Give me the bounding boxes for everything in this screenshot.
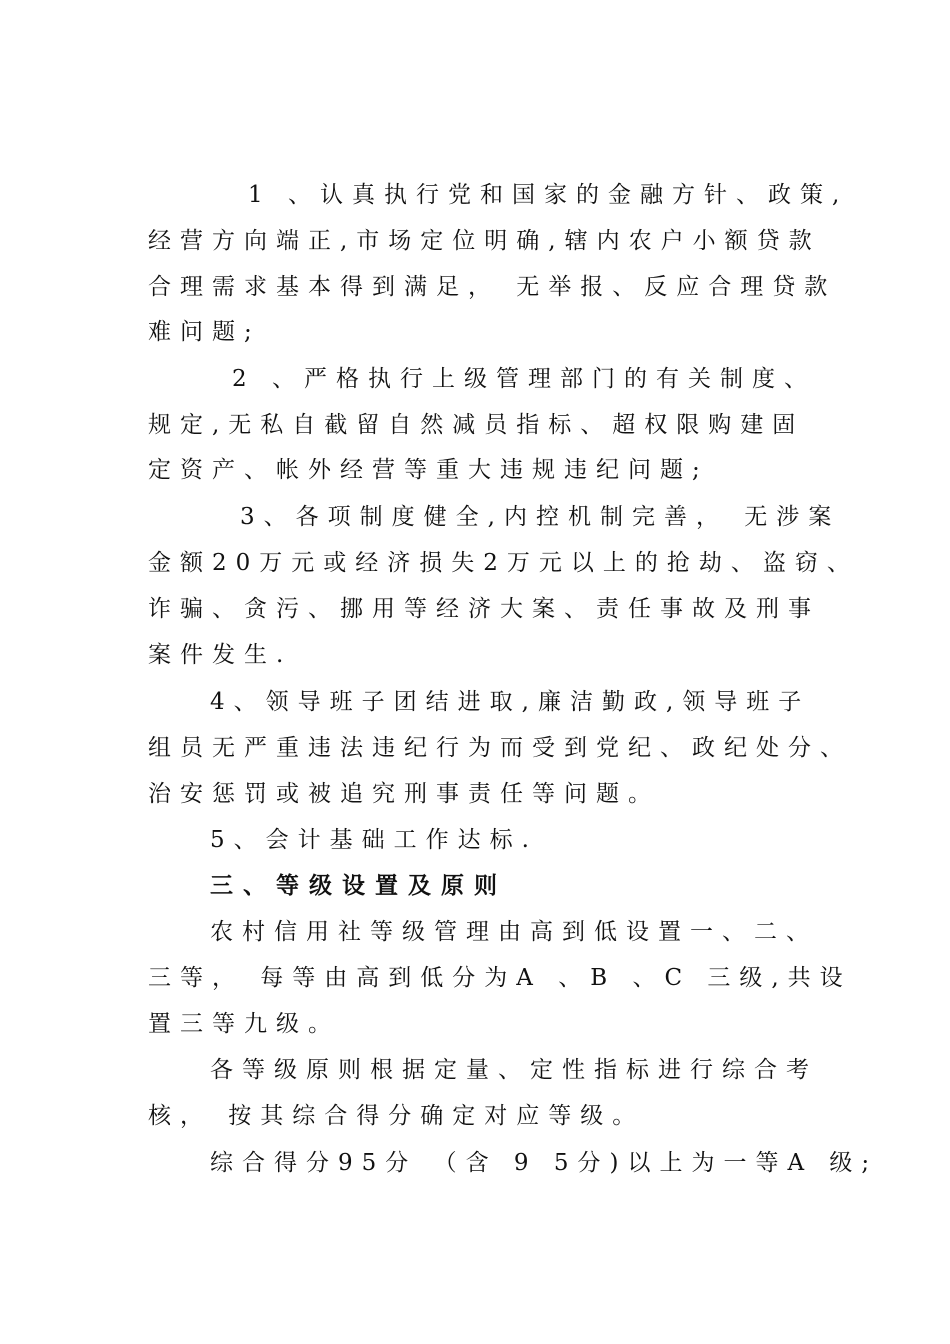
paragraph-3-line-4: 案件发生. [148,642,293,668]
paragraph-1-line-2: 经营方向端正,市场定位明确,辖内农户小额贷款 [148,228,821,254]
paragraph-4-line-1: 4、领导班子团结进取,廉洁勤政,领导班子 [210,689,811,715]
paragraph-1-line-3: 合理需求基本得到满足， 无举报、反应合理贷款 [148,274,837,300]
paragraph-6-line-3: 置三等九级。 [148,1011,340,1037]
paragraph-1-line-4: 难问题; [148,319,261,345]
paragraph-2-line-1: 2 、严格执行上级管理部门的有关制度、 [232,366,816,392]
paragraph-4-line-3: 治安惩罚或被追究刑事责任等问题。 [148,781,660,807]
paragraph-5-line-1: 5、会计基础工作达标. [210,827,538,853]
paragraph-7-line-1: 各等级原则根据定量、定性指标进行综合考 [210,1057,818,1083]
paragraph-8-line-1: 综合得分95分 （含 9 5分)以上为一等A 级; [210,1150,879,1176]
section-heading: 三、等级设置及原则 [210,872,507,899]
paragraph-3-line-1: 3、各项制度健全,内控机制完善， 无涉案 [240,504,841,530]
paragraph-7-line-2: 核， 按其综合得分确定对应等级。 [148,1103,645,1129]
paragraph-1-line-1: 1 、认真执行党和国家的金融方针、政策, [248,182,849,208]
paragraph-6-line-1: 农村信用社等级管理由高到低设置一、二、 [210,919,818,945]
paragraph-2-line-3: 定资产、帐外经营等重大违规违纪问题; [148,457,709,483]
paragraph-6-line-2: 三等， 每等由高到低分为A 、B 、C 三级,共设 [148,965,852,991]
paragraph-2-line-2: 规定,无私自截留自然减员指标、超权限购建固 [148,412,805,438]
paragraph-3-line-2: 金额20万元或经济损失2万元以上的抢劫、盗窃、 [148,550,859,576]
paragraph-3-line-3: 诈骗、贪污、挪用等经济大案、责任事故及刑事 [148,596,820,622]
paragraph-4-line-2: 组员无严重违法违纪行为而受到党纪、政纪处分、 [148,735,852,761]
